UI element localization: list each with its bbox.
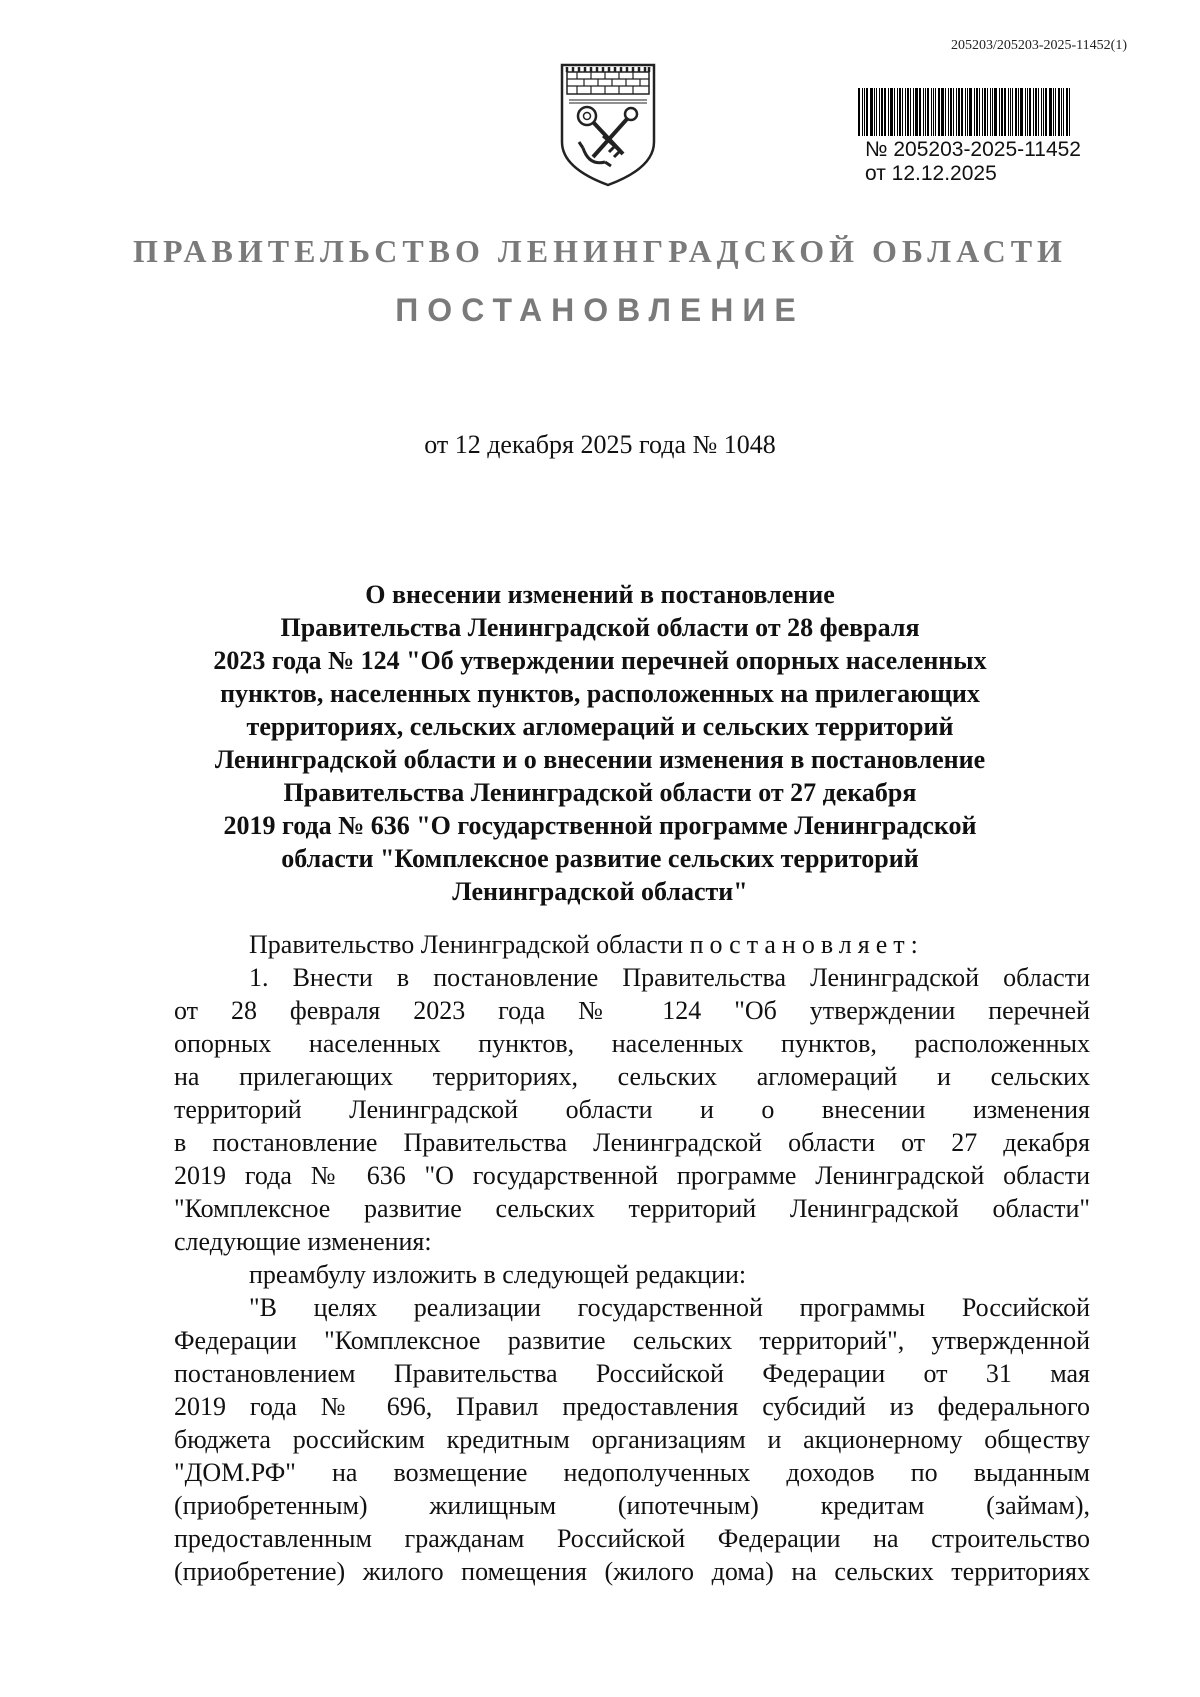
- barcode-bar: [979, 88, 980, 136]
- decree-date: от 12 декабря 2025 года № 1048: [424, 430, 776, 459]
- barcode-bar: [881, 88, 883, 136]
- barcode-bar: [1004, 88, 1006, 136]
- body-line: преамбулу изложить в следующей редакции:: [249, 1260, 747, 1289]
- barcode-bar: [1027, 88, 1028, 136]
- barcode-bar: [1061, 88, 1062, 136]
- barcode-bar: [984, 88, 986, 136]
- barcode-bar: [1069, 88, 1070, 136]
- body-line: 2019 года № 696, Правил предоставления субсидий из федерального: [174, 1392, 1090, 1421]
- subject-line: пунктов, населенных пунктов, расположенных на прилегающих: [220, 679, 980, 708]
- barcode-bar: [938, 88, 940, 136]
- body-line: опорных населенных пунктов, населенных пунктов, расположенных: [174, 1029, 1090, 1058]
- subject-line: территориях, сельских агломераций и сельских территорий: [246, 712, 954, 741]
- barcode-bar: [1038, 88, 1039, 136]
- barcode-bar: [1041, 88, 1042, 136]
- body-line: от 28 февраля 2023 года № 124 "Об утверждении перечней: [174, 996, 1090, 1025]
- barcode-bar: [897, 88, 898, 136]
- barcode-bar: [950, 88, 952, 136]
- barcode-bar: [969, 88, 972, 136]
- subject-line: 2019 года № 636 "О государственной программе Ленинградской: [223, 811, 977, 840]
- barcode-bar: [935, 88, 936, 136]
- document-ref-number: 205203/205203-2025-11452(1): [950, 38, 1127, 53]
- subject-line: Правительства Ленинградской области от 27 декабря: [283, 778, 917, 807]
- subject-line: области "Комплексное развитие сельских территорий: [281, 844, 919, 873]
- barcode-bar: [919, 88, 921, 136]
- subject-line: О внесении изменений в постановление: [365, 580, 835, 609]
- barcode-bar: [913, 88, 914, 136]
- body-line: постановлением Правительства Российской Федерации от 31 мая: [174, 1359, 1090, 1388]
- intro-prefix: Правительство Ленинградской области: [249, 930, 684, 959]
- intro-verb: постановляет:: [689, 930, 924, 959]
- intro-line: [174, 928, 1090, 961]
- body-line: "Комплексное развитие сельских территорий Ленинградской области": [174, 1194, 1090, 1223]
- barcode-bar: [1035, 88, 1037, 136]
- barcode-bar: [890, 88, 893, 136]
- barcode-bar: [899, 88, 901, 136]
- barcode-bar: [976, 88, 978, 136]
- barcode-bar: [992, 88, 993, 136]
- registration-stamp: [865, 138, 1081, 186]
- decree-subject: [150, 578, 1050, 908]
- barcode-bar: [958, 88, 960, 136]
- barcode-bar: [866, 88, 868, 136]
- barcode-bar: [888, 88, 889, 136]
- document-type-title: ПОСТАНОВЛЕНИЕ: [395, 292, 805, 328]
- barcode-bar: [931, 88, 932, 136]
- barcode-bar: [967, 88, 968, 136]
- body-line: предоставленным гражданам Российской Федерации на строительство: [174, 1524, 1090, 1553]
- barcode-bar: [1029, 88, 1031, 136]
- body-line: 1. Внести в постановление Правительства Ленинградской области: [249, 963, 1090, 992]
- subject-line: Ленинградской области и о внесении изменения в постановление: [214, 745, 986, 774]
- barcode-bar: [1033, 88, 1034, 136]
- body-line: на прилегающих территориях, сельских агломераций и сельских: [174, 1062, 1090, 1091]
- barcode-bar: [961, 88, 963, 136]
- body-line: "В целях реализации государственной программы Российской: [249, 1293, 1090, 1322]
- coat-of-arms-icon: [559, 62, 657, 188]
- body-line: 2019 года № 636 "О государственной программе Ленинградской области: [174, 1161, 1090, 1190]
- barcode-bar: [994, 88, 997, 136]
- body-line: (приобретение) жилого помещения (жилого дома) на сельских территориях: [174, 1557, 1090, 1586]
- barcode-bar: [965, 88, 966, 136]
- barcode-bar: [894, 88, 895, 136]
- barcode-bar: [974, 88, 975, 136]
- barcode-bar: [1053, 88, 1054, 136]
- barcode-bar: [1066, 88, 1068, 136]
- barcode-bar: [876, 88, 877, 136]
- barcode-bar: [990, 88, 991, 136]
- registration-date: от 12.12.2025: [865, 162, 997, 185]
- barcode-bar: [953, 88, 954, 136]
- barcode-bar: [910, 88, 911, 136]
- barcode-bar: [941, 88, 944, 136]
- body-line: следующие изменения:: [174, 1227, 432, 1256]
- barcode-bar: [982, 88, 983, 136]
- government-title: ПРАВИТЕЛЬСТВО ЛЕНИНГРАДСКОЙ ОБЛАСТИ: [133, 233, 1067, 269]
- barcode-bar: [1018, 88, 1019, 136]
- barcode-bar: [933, 88, 934, 136]
- barcode-bar: [945, 88, 946, 136]
- barcode-bar: [987, 88, 988, 136]
- barcode-bar: [1058, 88, 1060, 136]
- barcode-bar: [902, 88, 903, 136]
- barcode-bar: [1025, 88, 1026, 136]
- barcode-bar: [1015, 88, 1017, 136]
- barcode-bar: [999, 88, 1000, 136]
- body-line: в постановление Правительства Ленинградской области от 27 декабря: [174, 1128, 1090, 1157]
- barcode-bar: [923, 88, 924, 136]
- subject-line: Правительства Ленинградской области от 28 февраля: [280, 613, 920, 642]
- body-line: (приобретенным) жилищным (ипотечным) кредитам (займам),: [174, 1491, 1090, 1520]
- barcode-bar: [1001, 88, 1003, 136]
- barcode-bar: [1063, 88, 1064, 136]
- body-line: Федерации "Комплексное развитие сельских территорий", утвержденной: [174, 1326, 1090, 1355]
- barcode-bar: [1010, 88, 1011, 136]
- barcode-bar: [1045, 88, 1047, 136]
- barcode-bar: [925, 88, 926, 136]
- body-line: территорий Ленинградской области и о внесении изменения: [174, 1095, 1090, 1124]
- barcode-bar: [874, 88, 875, 136]
- barcode: [858, 88, 1097, 136]
- barcode-bar: [1020, 88, 1023, 136]
- registration-number: № 205203-2025-11452: [865, 138, 1081, 161]
- barcode-bar: [870, 88, 873, 136]
- barcode-bar: [948, 88, 949, 136]
- barcode-bar: [1043, 88, 1044, 136]
- body-line: "ДОМ.РФ" на возмещение недополученных доходов по выданным: [174, 1458, 1090, 1487]
- body-line: бюджета российским кредитным организациям и акционерному обществу: [174, 1425, 1090, 1454]
- barcode-bar: [884, 88, 886, 136]
- barcode-bar: [927, 88, 929, 136]
- barcode-bar: [864, 88, 865, 136]
- barcode-bar: [862, 88, 863, 136]
- barcode-bar: [915, 88, 918, 136]
- barcode-bar: [1008, 88, 1009, 136]
- subject-line: 2023 года № 124 "Об утверждении перечней опорных населенных: [213, 646, 987, 675]
- subject-line: Ленинградской области": [452, 877, 748, 906]
- barcode-bar: [1055, 88, 1056, 136]
- barcode-bar: [907, 88, 909, 136]
- barcode-bar: [905, 88, 906, 136]
- barcode-bar: [858, 88, 860, 136]
- barcode-bar: [956, 88, 957, 136]
- barcode-bar: [1012, 88, 1013, 136]
- barcode-bar: [879, 88, 880, 136]
- decree-body: [174, 928, 1090, 1588]
- barcode-bar: [1049, 88, 1052, 136]
